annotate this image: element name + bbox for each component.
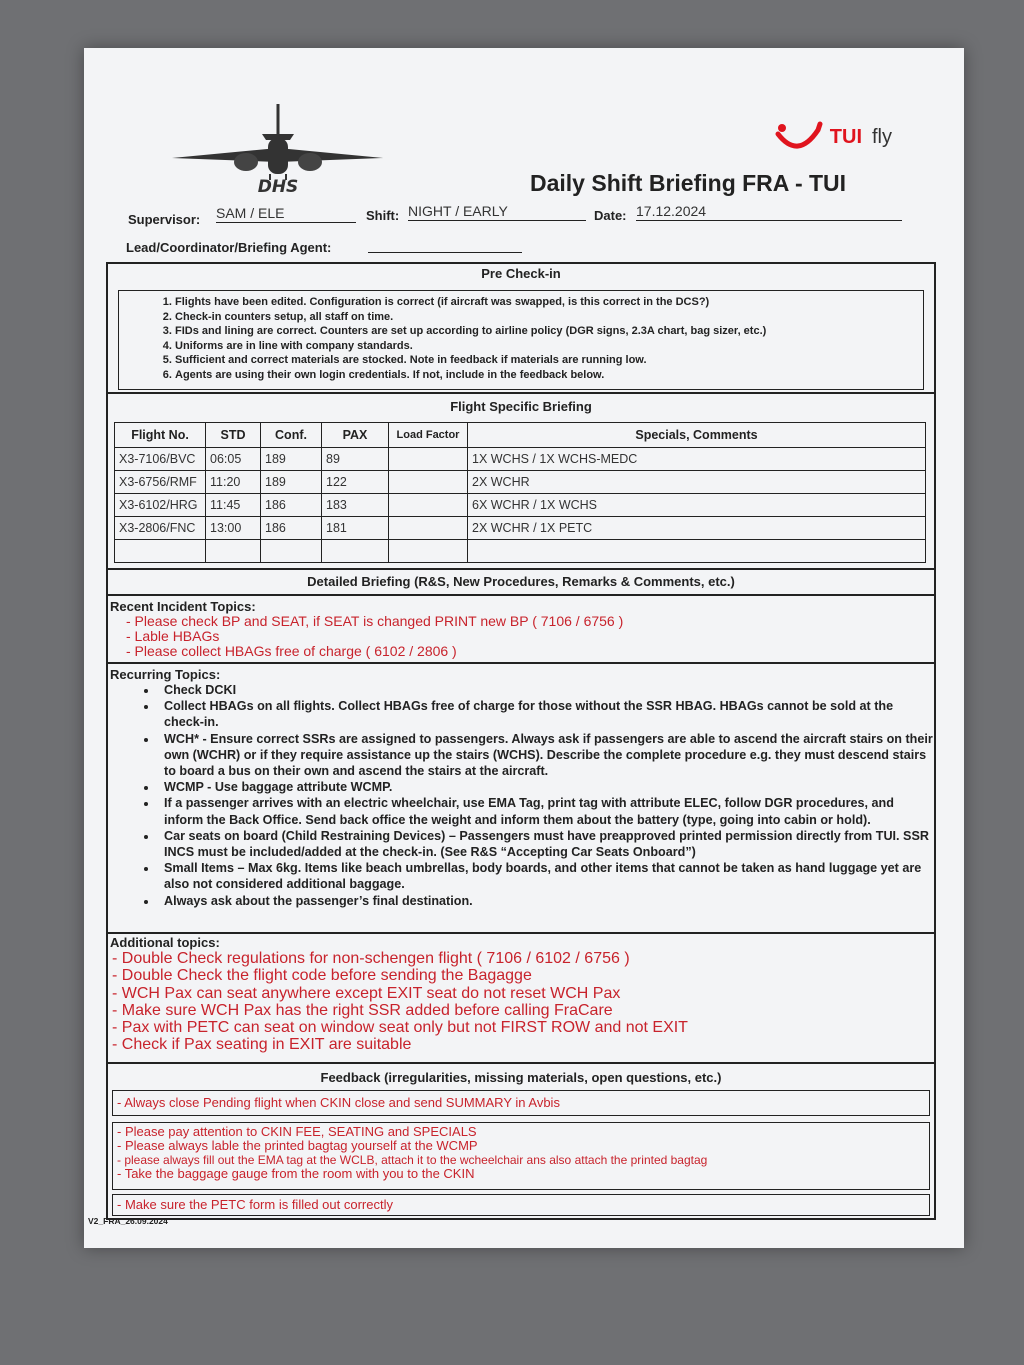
tui-brand: TUI	[829, 125, 862, 148]
cell-conf[interactable]	[261, 540, 322, 563]
feedback-row[interactable]	[112, 1122, 930, 1190]
pre-checkin-box	[118, 290, 924, 390]
feedback-line: - Please pay attention to CKIN FEE, SEATING and SPECIALS	[117, 1124, 477, 1139]
cell-conf[interactable]: 186	[261, 494, 322, 517]
feedback-row[interactable]	[112, 1090, 930, 1116]
additional-topic-line: - Double Check the flight code before sending the Bagagge	[112, 967, 532, 985]
recurring-topics-block	[108, 668, 934, 909]
shift-field[interactable]: NIGHT / EARLY	[408, 202, 586, 221]
recent-incidents-title: Recent Incident Topics:	[110, 599, 256, 614]
feedback-row[interactable]	[112, 1194, 930, 1216]
additional-topics-block	[108, 936, 934, 1054]
additional-topic-line: - Double Check regulations for non-schengen flight ( 7106 / 6102 / 6756 )	[112, 950, 630, 967]
cell-pax[interactable]: 122	[322, 471, 389, 494]
recurring-topic-item: • Check DCKI	[158, 682, 934, 698]
additional-topic-line: - Check if Pax seating in EXIT are suitable	[112, 1036, 412, 1054]
table-row	[115, 517, 926, 540]
cell-load-factor[interactable]	[389, 494, 468, 517]
cell-specials[interactable]: 2X WCHR / 1X PETC	[468, 517, 926, 540]
cell-flight-no[interactable]: X3-7106/BVC	[115, 448, 206, 471]
feedback-line: - Make sure the PETC form is filled out correctly	[117, 1197, 393, 1212]
additional-topic-line: - Make sure WCH Pax has the right SSR added before calling FraCare	[112, 1001, 613, 1019]
cell-load-factor[interactable]	[389, 448, 468, 471]
pre-checkin-item: 3. FIDs and lining are correct. Counters are set up according to airline policy (DGR signs, 2.3A chart, bag sizer, etc.)	[175, 324, 923, 339]
recurring-topic-item: • WCH* - Ensure correct SSRs are assigned to passengers. Always ask if passengers are able to ascend the aircraft stairs on their own (WCHR) or if they require assistance up the stairs (WCHS). Describe the complete procedure e.g. they must descend stairs to board a bus on their own and ascend the stairs at the aircraft.	[158, 731, 934, 780]
date-label: Date:	[594, 208, 627, 223]
recent-incident-line: - Lable HBAGs	[126, 628, 220, 644]
document-title: Daily Shift Briefing FRA - TUI	[530, 170, 847, 196]
detailed-briefing-title: Detailed Briefing (R&S, New Procedures, Remarks & Comments, etc.)	[307, 574, 735, 589]
cell-specials[interactable]: 1X WCHS / 1X WCHS-MEDC	[468, 448, 926, 471]
date-field[interactable]: 17.12.2024	[636, 202, 902, 221]
cell-std[interactable]: 11:20	[206, 471, 261, 494]
feedback-line: - please always fill out the EMA tag at the WCLB, attach it to the wcheelchair ans also attach the printed bagtag	[117, 1153, 708, 1167]
cell-pax[interactable]: 181	[322, 517, 389, 540]
recurring-topic-item: • Collect HBAGs on all flights. Collect HBAGs free of charge for those without the SSR HBAG. HBAGs cannot be sold at the check-in.	[158, 698, 934, 730]
recurring-topic-item: • If a passenger arrives with an electric wheelchair, use EMA Tag, print tag with attribute ELEC, follow DGR procedures, and inform the Back Office. Send back office the weight and inform them about the battery (type, going into cabin or hold).	[158, 795, 934, 827]
flight-table	[114, 422, 926, 563]
recurring-topics-list	[108, 682, 934, 909]
cell-flight-no[interactable]: X3-2806/FNC	[115, 517, 206, 540]
recent-incidents-block	[108, 600, 934, 659]
col-conf: Conf.	[261, 423, 322, 448]
feedback-title: Feedback (irregularities, missing materials, open questions, etc.)	[320, 1070, 722, 1085]
recurring-topic-item: • Always ask about the passenger’s final destination.	[158, 893, 934, 909]
recurring-topics-title: Recurring Topics:	[110, 667, 221, 682]
cell-std[interactable]	[206, 540, 261, 563]
supervisor-field[interactable]: SAM / ELE	[216, 204, 356, 223]
lead-agent-label: Lead/Coordinator/Briefing Agent:	[126, 240, 332, 255]
cell-specials[interactable]	[468, 540, 926, 563]
cell-pax[interactable]	[322, 540, 389, 563]
cell-specials[interactable]: 6X WCHR / 1X WCHS	[468, 494, 926, 517]
feedback-line: - Please always lable the printed bagtag yourself at the WCMP	[117, 1138, 478, 1153]
additional-topic-line: - WCH Pax can seat anywhere except EXIT seat do not reset WCH Pax	[112, 984, 621, 1002]
cell-pax[interactable]: 183	[322, 494, 389, 517]
recent-incident-line: - Please check BP and SEAT, if SEAT is changed PRINT new BP ( 7106 / 6756 )	[126, 613, 624, 629]
flight-table-header	[115, 423, 926, 448]
feedback-line: - Take the baggage gauge from the room with you to the CKIN	[117, 1166, 475, 1181]
briefing-sheet	[84, 48, 964, 1248]
shift-label: Shift:	[366, 208, 400, 223]
cell-flight-no[interactable]	[115, 540, 206, 563]
pre-checkin-item: 1. Flights have been edited. Configuration is correct (if aircraft was swapped, is this correct in the DCS?)	[175, 295, 923, 310]
table-row	[115, 448, 926, 471]
cell-load-factor[interactable]	[389, 517, 468, 540]
recurring-topic-item: • Car seats on board (Child Restraining Devices) – Passengers must have preapproved printed permission directly from TUI. SSR INCS must be included/added at the check-in. (See R&S “Accepting Car Seats Onboard”)	[158, 828, 934, 860]
col-flight-no: Flight No.	[115, 423, 206, 448]
cell-std[interactable]: 06:05	[206, 448, 261, 471]
cell-load-factor[interactable]	[389, 540, 468, 563]
col-pax: PAX	[322, 423, 389, 448]
pre-checkin-item: 4. Uniforms are in line with company standards.	[175, 339, 923, 354]
feedback-line: - Always close Pending flight when CKIN close and send SUMMARY in Avbis	[117, 1095, 560, 1110]
tui-fly-logo	[774, 120, 892, 154]
pre-checkin-item: 2. Check-in counters setup, all staff on time.	[175, 310, 923, 325]
supervisor-label: Supervisor:	[128, 212, 201, 227]
cell-flight-no[interactable]: X3-6756/RMF	[115, 471, 206, 494]
briefing-form	[106, 262, 936, 1220]
additional-topics-title: Additional topics:	[110, 935, 220, 950]
cell-conf[interactable]: 189	[261, 448, 322, 471]
cell-flight-no[interactable]: X3-6102/HRG	[115, 494, 206, 517]
pre-checkin-item: 6. Agents are using their own login credentials. If not, include in the feedback below.	[175, 368, 923, 383]
version-code: V2_FRA_26.09.2024	[88, 1216, 168, 1226]
flight-briefing-title: Flight Specific Briefing	[450, 399, 592, 414]
table-row	[115, 540, 926, 563]
additional-topic-line: - Pax with PETC can seat on window seat only but not FIRST ROW and not EXIT	[112, 1019, 688, 1037]
col-std: STD	[206, 423, 261, 448]
recurring-topic-item: • WCMP - Use baggage attribute WCMP.	[158, 779, 934, 795]
cell-std[interactable]: 13:00	[206, 517, 261, 540]
cell-conf[interactable]: 186	[261, 517, 322, 540]
cell-specials[interactable]: 2X WCHR	[468, 471, 926, 494]
table-row	[115, 471, 926, 494]
recurring-topic-item: • Small Items – Max 6kg. Items like beach umbrellas, body boards, and other items that cannot be taken as hand luggage yet are also not considered additional baggage.	[158, 860, 934, 892]
tui-brand-sub: fly	[872, 125, 892, 148]
table-row	[115, 494, 926, 517]
recent-incident-line: - Please collect HBAGs free of charge ( 6102 / 2806 )	[126, 643, 457, 659]
col-load-factor: Load Factor	[389, 423, 468, 448]
tui-smile-icon	[774, 120, 824, 154]
cell-std[interactable]: 11:45	[206, 494, 261, 517]
pre-checkin-list	[119, 291, 923, 383]
dhs-airplane-logo	[170, 100, 385, 195]
cell-load-factor[interactable]	[389, 471, 468, 494]
dhs-logo-text: DHS	[257, 177, 299, 195]
lead-agent-field[interactable]	[368, 234, 522, 253]
col-specials: Specials, Comments	[468, 423, 926, 448]
pre-checkin-item: 5. Sufficient and correct materials are stocked. Note in feedback if materials are running low.	[175, 353, 923, 368]
pre-checkin-title: Pre Check-in	[481, 266, 561, 281]
cell-pax[interactable]: 89	[322, 448, 389, 471]
cell-conf[interactable]: 189	[261, 471, 322, 494]
